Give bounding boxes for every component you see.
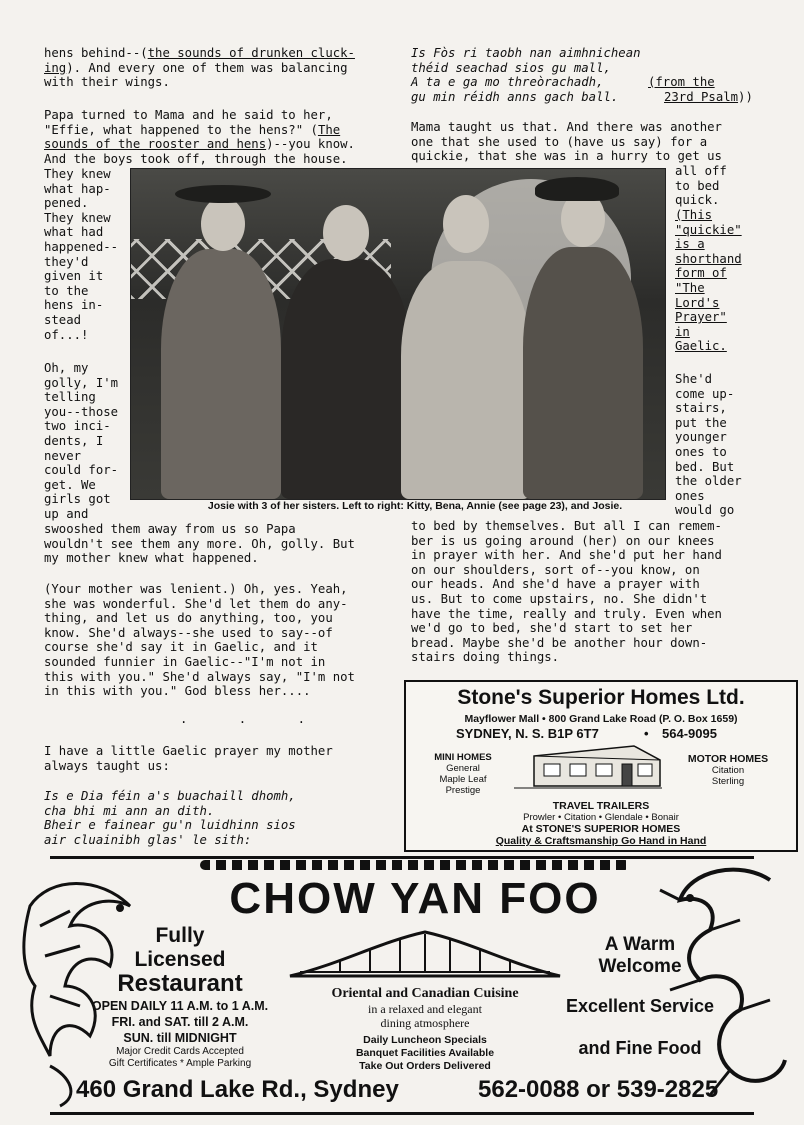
left-para-2: Papa turned to Mama and he said to her, "Effie, what happened to the hens?" (The sounds of the rooster and hens)--you know. And the boys took off, through the house.: [44, 108, 355, 166]
chow-border-ornament: [200, 860, 630, 870]
ad-bottom-rule: [50, 1112, 754, 1115]
section-dots: . . .: [180, 712, 328, 726]
travel-trailers-list: Prowler • Citation • Glendale • Bonair: [523, 812, 679, 823]
mini-homes: MINI HOMES General Maple Leaf Prestige: [434, 752, 492, 796]
left-para-5: I have a little Gaelic prayer my mother always taught us:: [44, 744, 333, 773]
stones-at-line: At STONE'S SUPERIOR HOMES: [521, 823, 681, 835]
right-wrap-1: all off to bed quick.: [675, 164, 727, 208]
restaurant-name: CHOW YAN FOO: [229, 874, 601, 923]
opening-hours: OPEN DAILY 11 A.M. to 1 A.M. FRI. and SAT. till 2 A.M. SUN. till MIDNIGHT: [91, 999, 269, 1045]
excellent-service: Excellent Service: [565, 996, 715, 1016]
left-wrap-2: Oh, my golly, I'm telling you--those two inci- dents, I never could for- get. We girls got up and: [44, 361, 119, 521]
restaurant-address: 460 Grand Lake Rd., Sydney: [76, 1076, 399, 1103]
chow-amenities: Major Credit Cards Accepted Gift Certificates * Ample Parking: [108, 1046, 252, 1069]
luncheon-specials: Daily Luncheon Specials Banquet Facilities Available Take Out Orders Delivered: [355, 1034, 495, 1072]
left-para-3: swooshed them away from us so Papa wouldn't see them any more. Oh, golly. But my mother knew what happened.: [44, 522, 355, 566]
right-para-1: Mama taught us that. And there was another one that she used to (have us say) for a quickie, that she was in a hurry to get us: [411, 120, 722, 164]
psalm-ref-2: 23rd Psalm)): [664, 90, 753, 104]
chow-yan-foo-ad: [10, 860, 794, 1115]
photo-caption: Josie with 3 of her sisters. Left to right: Kitty, Bena, Annie (see page 23), and Josie.: [207, 500, 623, 512]
travel-trailers-title: TRAVEL TRAILERS: [552, 800, 650, 812]
motor-homes: MOTOR HOMES Citation Sterling: [687, 753, 769, 787]
gaelic-prayer-left: Is e Dia féin a's buachaill dhomh, cha bhi mi ann an dith. Bheir e fainear gu'n luidhinn sios air cluainibh glas' le sith:: [44, 789, 296, 847]
quickie-note: (This "quickie" is a shorthand form of "The Lord's Prayer" in Gaelic.: [675, 208, 742, 354]
dragon-illustration: [650, 860, 794, 1110]
left-para-4: (Your mother was lenient.) Oh, yes. Yeah, she was wonderful. She'd let them do any- thing, and let us do anything, too, you know. She'd always--she used to say--of course she'd say it in Gaelic, and it sounded funnier in Gaelic--"I'm not in this with you." She'd always say, "I'm not in this with you." God bless her....: [44, 582, 355, 699]
mobile-home-illustration: [514, 742, 662, 794]
stones-phone: 564-9095: [662, 726, 717, 741]
right-wrap-2: She'd come up- stairs, put the younger ones to bed. But the older ones would go: [675, 372, 742, 518]
stones-slogan: Quality & Craftsmanship Go Hand in Hand: [495, 835, 707, 847]
psalm-ref: (from the: [648, 75, 715, 89]
sisters-photo: [130, 168, 666, 500]
pagoda-roof-illustration: [280, 924, 570, 984]
stones-address: Mayflower Mall • 800 Grand Lake Road (P. O. Box 1659): [464, 713, 738, 725]
left-wrap-1: They knew what hap- pened. They knew what had happened-- they'd given it to the hens in- stead of...!: [44, 167, 119, 342]
gaelic-prayer-right: Is Fòs ri taobh nan aimhnichean théid seachad sios gu mall, A ta e ga mo threòrachadh, gu min réidh anns gach ball.: [411, 46, 641, 104]
cuisine-description: Oriental and Canadian Cuisine in a relaxed and elegant dining atmosphere: [331, 986, 519, 1030]
left-para-1: hens behind--(the sounds of drunken cluck- ing). And every one of them was balancing with their wings.: [44, 46, 355, 90]
restaurant-phones: 562-0088 or 539-2825: [478, 1076, 719, 1103]
stones-name: Stone's Superior Homes Ltd.: [457, 686, 745, 709]
fully-licensed: Fully Licensed Restaurant: [117, 924, 243, 997]
stones-ad: Stone's Superior Homes Ltd. Mayflower Mall • 800 Grand Lake Road (P. O. Box 1659) SYDNEY, N. S. B1P 6T7 • 564-9095 MINI HOMES General Maple Leaf Prestige MOTOR HOMES Citation Sterling TRAVEL TRAILERS Prowler • Citation • Glendale • Bonair At STONE'S SUPERIOR HOMES Quality & Craftsmanship Go Hand in Hand: [404, 680, 798, 852]
stones-city: SYDNEY, N. S. B1P 6T7: [456, 726, 599, 741]
fine-food: and Fine Food: [578, 1038, 702, 1058]
ad-top-rule: [50, 856, 754, 859]
right-para-2: to bed by themselves. But all I can remem- ber is us going around (her) on our knees in prayer with her. And she'd put her hand on our shoulders, sort of--you know, on our heads. And she'd have a prayer with us. But to come upstairs, no. She didn't have the time, really and truly. Even when we'd go to bed, she'd start to set her bread. Maybe she'd be another hour down- stairs doing things.: [411, 519, 722, 665]
warm-welcome: A Warm Welcome: [598, 934, 682, 977]
